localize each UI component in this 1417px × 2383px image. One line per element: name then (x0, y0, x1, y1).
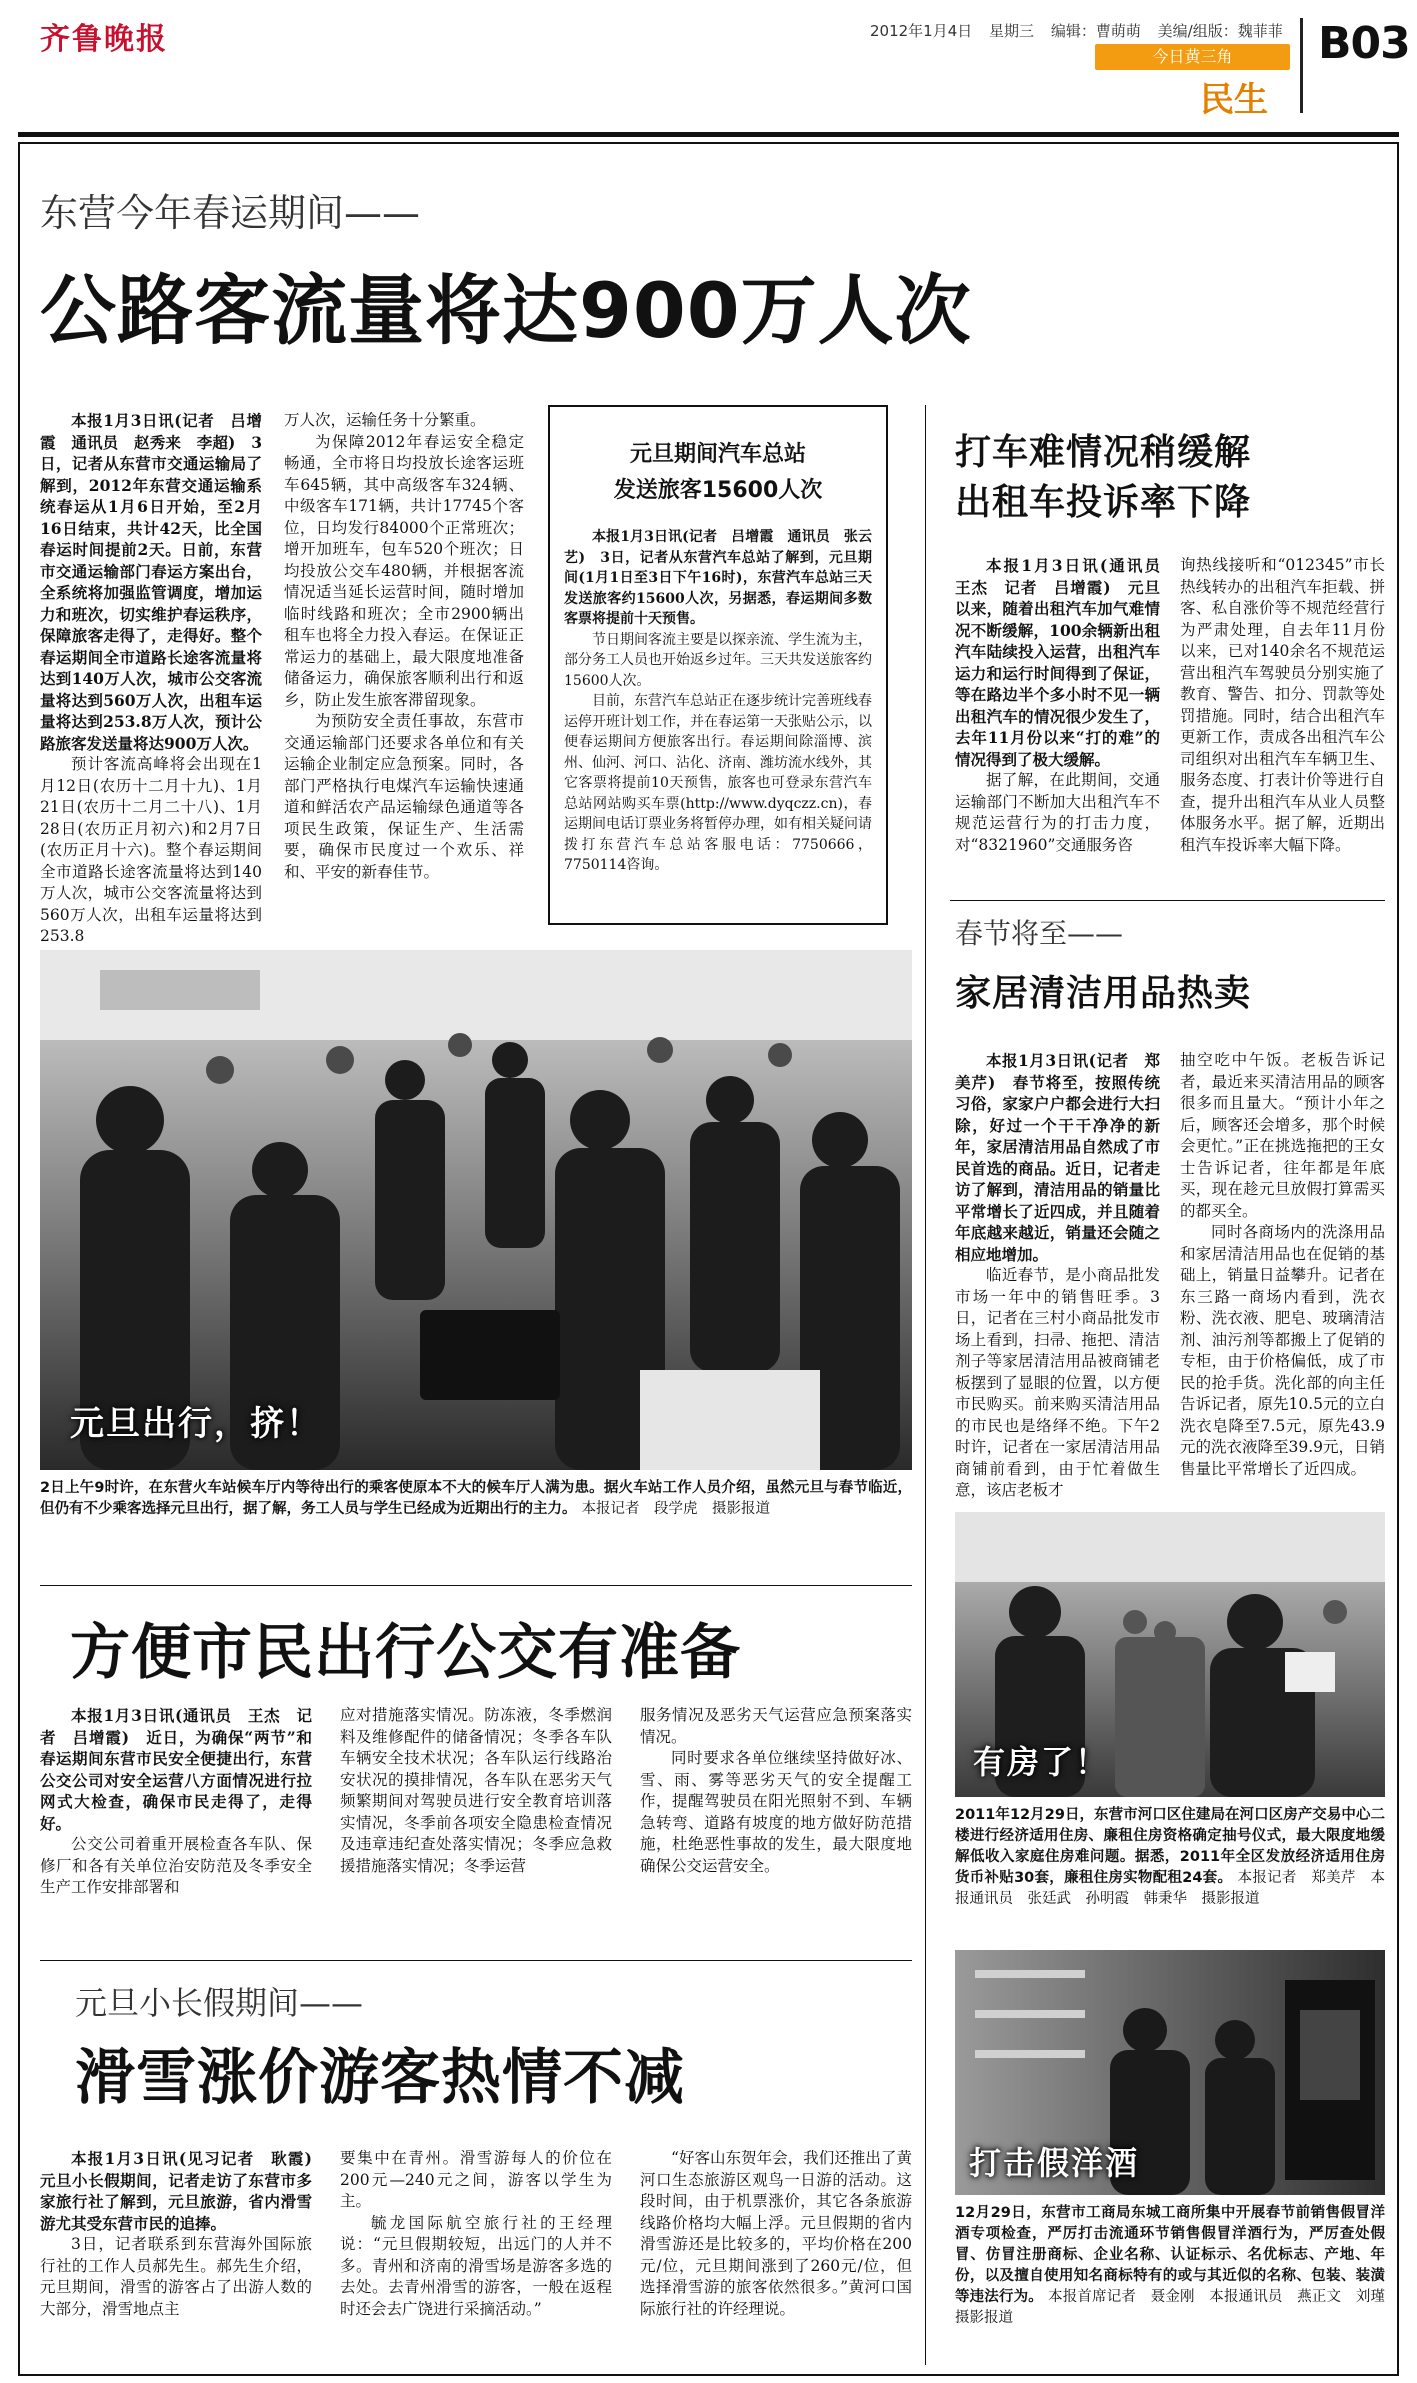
column-divider (925, 405, 926, 2365)
story1-para-2: 预计客流高峰将会出现在1月12日(农历十二月十九)、1月21日(农历十二月二十八)、1月28日(农历正月初六)和2月7日(农历正月十六)。整个春运期间全市道路长途客流量将达到140万人次，城市公交客流量将达到560万人次，出租车运量将达到253.8 (40, 755, 262, 945)
story5-top-rule (950, 900, 1385, 901)
story2-para-1: 本报1月3日讯(通讯员 王杰 记者 吕增霞) 近日，为确保“两节”和春运期间东营市民安全便捷出行，东营公交公司对安全运营八方面情况进行拉网式大检查，确保市民走得了，走得好。 (40, 1706, 312, 1833)
page-number: B03 (1318, 18, 1410, 69)
story3-column-1 (40, 2148, 328, 2368)
story4-headline (955, 428, 1251, 528)
section-name: 民生 (1200, 80, 1268, 120)
boxed-story (548, 405, 888, 925)
story1-column-2 (284, 410, 524, 920)
story4-column-1 (955, 555, 1176, 885)
masthead-divider (1300, 18, 1303, 113)
story2-column-2 (340, 1705, 612, 1955)
story3-para-1: 本报1月3日讯(见习记者 耿霞) 元旦小长假期间，记者走访了东营市多家旅行社了解到，元旦旅游，省内滑雪游尤其受东营市民的追捧。 (40, 2149, 328, 2233)
story2-top-rule (40, 1585, 912, 1586)
issue-meta (870, 20, 1295, 41)
designer-credit: 美编/组版：魏菲菲 (1157, 22, 1283, 40)
story5-headline: 家居清洁用品热卖 (955, 973, 1252, 1014)
story4-para-3: 询热线接听和“012345”市长热线转办的出租汽车拒载、拼客、私自涨价等不规范经营行为严肃处理，自去年11月份以来，已对140余名不规范运营出租汽车驾驶员分别实施了教育、警告、扣分、罚款等处罚措施。同时，结合出租汽车更新工作，责成各出租汽车公司组织对出租汽车车辆卫生、服务态度、打表计价等进行自查，提升出租汽车从业人员整体服务水平。据了解，近期出租汽车投诉率大幅下降。 (1180, 556, 1385, 854)
story2-column-3 (640, 1705, 912, 1955)
photo-station-caption-text: 2日上午9时许，在东营火车站候车厅内等待出行的乘客使原本不大的候车厅人满为患。据火车站工作人员介绍，虽然元旦与春节临近，但仍有不少乘客选择元旦出行，据了解，务工人员与学生已经成为近期出行的主力。 (40, 1480, 912, 1517)
photo-liquor-caption-text: 12月29日，东营市工商局东城工商所集中开展春节前销售假冒洋酒专项检查，严厉打击流通环节销售假冒洋酒行为，严厉查处假冒、仿冒注册商标、企业名称、认证标示、名优标志、产地、年份，以及擅自使用知名商标特有的或与其近似的名称、包装、装潢等违法行为。 (955, 2205, 1385, 2305)
photo-station-crowd (40, 950, 912, 1470)
photo-station-credit: 本报记者 段学虎 摄影报道 (581, 1501, 771, 1517)
photo-liquor (955, 1950, 1385, 2195)
story2-para-3: 应对措施落实情况。防冻液，冬季燃润料及维修配件的储备情况；冬季各车队车辆安全技术状况；各车队运行线路治安状况的摸排情况，各车队在恶劣天气频繁期间对驾驶员进行安全教育培训落实情况，冬季前各项安全隐患检查情况及违章违纪查处落实情况；冬季应急救援措施落实情况；冬季运营 (340, 1706, 612, 1875)
story3-para-2: 3日，记者联系到东营海外国际旅行社的工作人员郝先生。郝先生介绍，元旦期间，滑雪的游客占了出游人数的大部分，滑雪地点主 (40, 2235, 312, 2318)
boxed-story-body (564, 527, 872, 917)
story1-para-5: 为预防安全责任事故，东营市交通运输部门还要求各单位和有关运输企业制定应急预案。同时，各部门严格执行电煤汽车运输快速通道和鲜活农产品运输绿色通道等各项民生政策，保证生产、生活需要，确保市民度过一个欢乐、祥和、平安的新春佳节。 (284, 712, 524, 881)
photo-housing-credit: 本报记者 郑美芹 本报通讯员 张廷武 孙明霞 韩秉华 摄影报道 (955, 1870, 1385, 1907)
story4-headline-line-1: 打车难情况稍缓解 (955, 432, 1252, 473)
photo-housing-caption (955, 1805, 1385, 1935)
story3-para-3: 要集中在青州。滑雪游每人的价位在200元—240元之间，游客以学生为主。 (340, 2149, 612, 2210)
photo-housing-caption-text: 2011年12月29日，东营市河口区住建局在河口区房产交易中心二楼进行经济适用住房、廉租住房资格确定抽号仪式，最大限度地缓解低收入家庭住房难问题。据悉，2011年全区发放经济适用住房货币补贴30套，廉租住房实物配租24套。 (955, 1807, 1385, 1886)
boxed-para-3: 目前，东营汽车总站正在逐步统计完善班线春运停开班计划工作，并在春运第一天张贴公示，以便春运期间方便旅客出行。春运期间除淄博、滨州、仙河、河口、沾化、济南、潍坊流水线外，其它客票将提前10天预售，旅客也可登录东营汽车总站网站购买车票(http://www.dyqczz.cn)，春运期间电话订票业务将暂停办理，如有相关疑问请拨打东营汽车总站客服电话：7750666，7750114咨询。 (564, 693, 872, 873)
top-rule (18, 132, 1399, 137)
boxed-story-title-line-2: 发送旅客15600人次 (613, 478, 823, 503)
boxed-para-2: 节日期间客流主要是以探亲流、学生流为主，部分务工人员也开始返乡过年。三天共发送旅客约15600人次。 (564, 631, 872, 689)
story2-para-2: 公交公司着重开展检查各车队、保修厂和各有关单位治安防范及冬季安全生产工作安排部署和 (40, 1835, 312, 1896)
story1-column-1 (40, 410, 262, 945)
story5-para-4: 同时各商场内的洗涤用品和家居清洁用品也在促销的基础上，销量日益攀升。记者在东三路一商场内看到，洗衣粉、洗衣液、肥皂、玻璃清洁剂、油污剂等都搬上了促销的专柜，由于价格偏低，成了市民的抢手货。洗化部的向主任告诉记者，原先10.5元的立白洗衣皂降至7.5元，原先43.9元的洗衣液降至39.9元，日销售量比平常增长了近四成。 (1180, 1223, 1386, 1478)
story4-para-2: 据了解，在此期间，交通运输部门不断加大出租汽车不规范运营行为的打击力度，对“8321960”交通服务咨 (955, 771, 1160, 854)
masthead (0, 0, 1417, 140)
story3-para-5: “好客山东贺年会，我们还推出了黄河口生态旅游区观鸟一日游的活动。这段时间，由于机票涨价，其它各条旅游线路价格均大幅上浮。元旦假期的省内滑雪游还是比较多的，平均价格在200元/位，元旦期间涨到了260元/位，但选择滑雪游的旅客依然很多。”黄河口国际旅行社的许经理说。 (640, 2149, 912, 2318)
station-crowd-image (40, 950, 912, 1470)
story4-column-2 (1180, 555, 1385, 885)
story1-headline: 公路客流量将达900万人次 (40, 266, 972, 355)
story3-column-2 (340, 2148, 612, 2368)
corner-tag: 今日黄三角 (1095, 44, 1290, 70)
story4-headline-line-2: 出租车投诉率下降 (955, 482, 1252, 523)
story1-para-4: 为保障2012年春运安全稳定畅通，全市将日均投放长途客运班车645辆，其中高级客车324辆、中级客车171辆，共计17745个客位，日均发行84000个正常班次；增开加班车，包车520个班次；日均投放公交车480辆，并根据客流情况适当延长运营时间，随时增加临时线路和班次；全市2900辆出租车也将全力投入春运。在保证正常运力的基础上，最大限度地准备储备运力，确保旅客顺利出行和返乡，防止发生旅客滞留现象。 (284, 432, 524, 709)
story1-para-3: 万人次，运输任务十分繁重。 (284, 411, 486, 429)
story5-para-2: 临近春节，是小商品批发市场一年中的销售旺季。3日，记者在三村小商品批发市场上看到，扫帚、拖把、清洁剂子等家居清洁用品被商铺老板摆到了显眼的位置，以方便市民购买。前来购买清洁用品的市民也是络绎不绝。下午2时许，记者在一家居清洁用品商铺前看到，由于忙着做生意，该店老板才 (955, 1266, 1160, 1499)
story3-para-4: 毓龙国际航空旅行社的王经理说：“元旦假期较短，出远门的人并不多。青州和济南的滑雪场是游客多选的去处。去青州滑雪的游客，一般在返程时还会去广饶进行采摘活动。” (340, 2213, 612, 2318)
story5-kicker: 春节将至—— (955, 917, 1124, 950)
story5-para-1: 本报1月3日讯(记者 郑美芹) 春节将至，按照传统习俗，家家户户都会进行大扫除，好过一个干干净净的新年，家居清洁用品自然成了市民首选的商品。近日，记者走访了解到，清洁用品的销量比平常增长了近四成，并且随着年底越来越近，销量还会随之相应地增加。 (955, 1051, 1160, 1264)
photo-liquor-label: 打击假洋酒 (969, 2144, 1140, 2182)
newspaper-logo: 齐鲁晚报 (40, 22, 168, 57)
photo-station-label: 元旦出行，挤！ (70, 1404, 322, 1444)
story5-para-3: 抽空吃中午饭。老板告诉记者，最近来买清洁用品的顾客很多而且量大。“预计小年之后，顾客还会增多，那个时候会更忙。”正在挑选拖把的王女士告诉记者，往年都是年底买，现在趁元旦放假打算需买的都买全。 (1180, 1051, 1385, 1220)
photo-liquor-credit: 本报首席记者 聂金刚 本报通讯员 燕正文 刘瑾 摄影报道 (955, 2289, 1400, 2326)
story5-column-1 (955, 1050, 1160, 1499)
story3-column-3 (640, 2148, 912, 2368)
story5-column-2 (1180, 1050, 1385, 1495)
story2-para-5: 同时要求各单位继续坚持做好冰、雪、雨、雾等恶劣天气的安全提醒工作，提醒驾驶员在阳光照射不到、车辆急转弯、道路有坡度的地方做好防范措施，杜绝恶性事故的发生，最大限度地确保公交运营安全。 (640, 1749, 912, 1875)
photo-liquor-caption (955, 2203, 1400, 2363)
boxed-para-1: 本报1月3日讯(记者 吕增霞 通讯员 张云艺) 3日，记者从东营汽车总站了解到，元旦期间(1月1日至3日下午16时)，东营汽车总站三天发送旅客约15600人次，另据悉，春运期间多数客票将提前十天预售。 (564, 529, 872, 627)
photo-station-caption (40, 1478, 912, 1568)
story2-headline: 方便市民出行公交有准备 (70, 1618, 741, 1688)
story1-para-1: 本报1月3日讯(记者 吕增霞 通讯员 赵秀来 李超) 3日，记者从东营市交通运输局了解到，2012年东营交通运输系统春运从1月6日开始，至2月16日结束，共计42天，比全国春运时间提前2天。日前，东营市交通运输部门春运方案出台，全系统将加强监管调度，增加运力和班次，切实维护春运秩序，保障旅客走得了，走得好。整个春运期间全市道路长途客流量将达到140万人次，城市公交客流量将达到560万人次，出租车运量将达到253.8万人次，预计公路旅客发送量将达900万人次。 (40, 411, 262, 753)
story3-kicker: 元旦小长假期间—— (75, 1984, 364, 2022)
boxed-story-title (550, 437, 886, 509)
story2-column-1 (40, 1705, 312, 1955)
story1-kicker: 东营今年春运期间—— (40, 191, 421, 235)
story3-headline: 滑雪涨价游客热情不减 (75, 2043, 685, 2113)
photo-housing (955, 1512, 1385, 1797)
photo-housing-label: 有房了！ (973, 1743, 1110, 1781)
boxed-story-title-line-1: 元旦期间汽车总站 (629, 442, 806, 467)
issue-weekday: 星期三 (989, 22, 1035, 40)
issue-date: 2012年1月4日 (870, 22, 973, 40)
story2-para-4: 服务情况及恶劣天气运营应急预案落实情况。 (640, 1706, 912, 1746)
editor-credit: 编辑：曹萌萌 (1050, 22, 1141, 40)
story4-para-1: 本报1月3日讯(通讯员 王杰 记者 吕增霞) 元旦以来，随着出租汽车加气难情况不断缓解，100余辆新出租汽车陆续投入运营，出租汽车运力和运行时间得到了保证，等在路边半个多小时不见一辆出租汽车的情况很少发生了，去年11月份以来“打的难”的情况得到了极大缓解。 (955, 556, 1176, 769)
story3-top-rule (40, 1960, 912, 1961)
